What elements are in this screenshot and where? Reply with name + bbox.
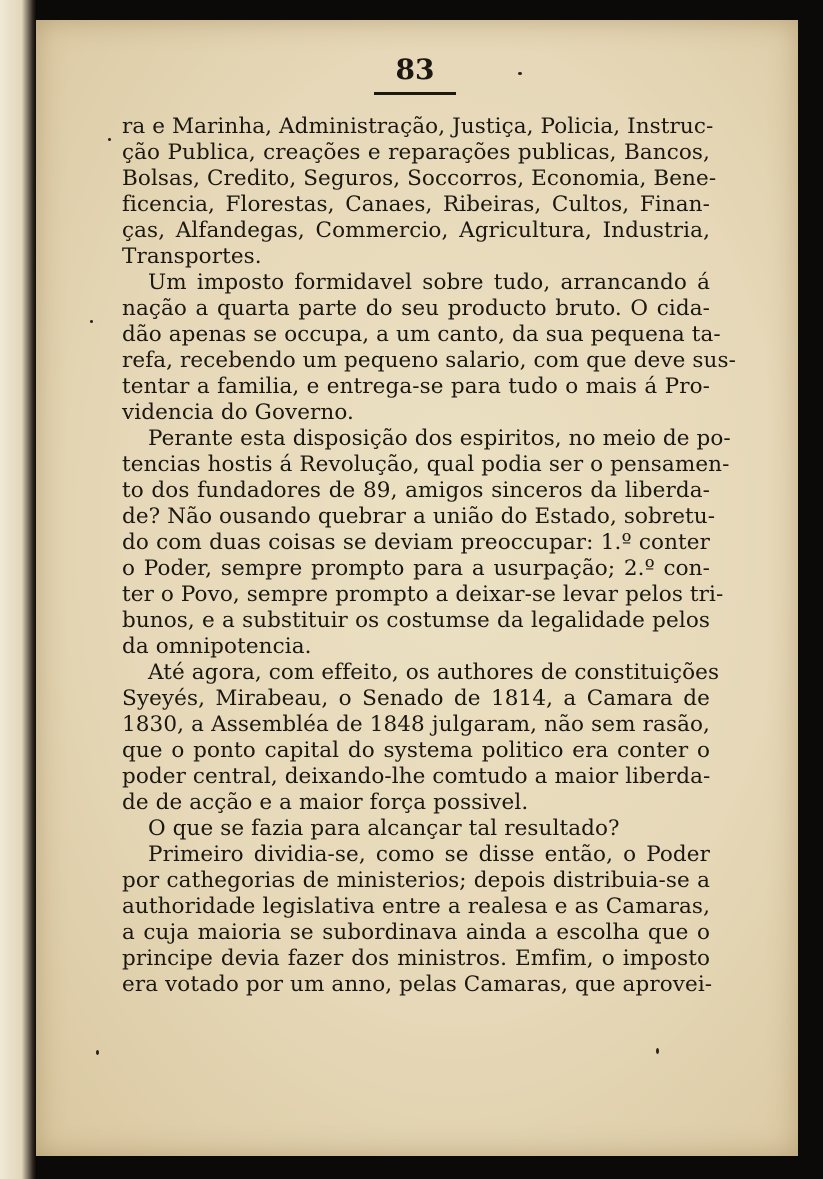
text-line-paragraph-end: da omnipotencia. bbox=[122, 634, 312, 659]
text-line-paragraph-start: Um imposto formidavel sobre tudo, arrancando á bbox=[148, 270, 710, 295]
book-spine-edge bbox=[0, 0, 36, 1179]
text-line: do com duas coisas se deviam preoccupar: 1.º conter bbox=[122, 530, 710, 555]
text-line-paragraph-start: Primeiro dividia-se, como se disse então, o Poder bbox=[148, 842, 710, 867]
text-line: ças, Alfandegas, Commercio, Agricultura, Industria, bbox=[122, 218, 710, 243]
text-line: o Poder, sempre prompto para a usurpação; 2.º con- bbox=[122, 556, 710, 581]
text-line: principe devia fazer dos ministros. Emfim, o imposto bbox=[122, 946, 710, 971]
text-line: Syeyés, Mirabeau, o Senado de 1814, a Camara de bbox=[122, 686, 710, 711]
paper-speck bbox=[108, 138, 111, 141]
text-line: que o ponto capital do systema politico era conter o bbox=[122, 738, 710, 763]
text-line: era votado por um anno, pelas Camaras, que aprovei- bbox=[122, 972, 713, 997]
text-line: ra e Marinha, Administração, Justiça, Policia, Instruc- bbox=[122, 114, 714, 139]
paper-speck bbox=[656, 1048, 659, 1054]
page-number: 83 bbox=[395, 53, 435, 86]
text-line: bunos, e a substituir os costumse da legalidade pelos bbox=[122, 608, 710, 633]
paper-speck bbox=[90, 320, 93, 323]
text-line: authoridade legislativa entre a realesa e as Camaras, bbox=[122, 894, 710, 919]
text-line-paragraph-end: videncia do Governo. bbox=[122, 400, 354, 425]
text-line: poder central, deixando-lhe comtudo a maior liberda- bbox=[122, 764, 711, 789]
text-line-paragraph-start: Perante esta disposição dos espiritos, no meio de po- bbox=[148, 426, 731, 451]
text-line: ter o Povo, sempre prompto a deixar-se levar pelos tri- bbox=[122, 582, 724, 607]
page-number-rule bbox=[374, 92, 456, 95]
text-line: Bolsas, Credito, Seguros, Soccorros, Economia, Bene- bbox=[122, 166, 717, 191]
paper-speck bbox=[96, 1050, 99, 1055]
text-line-paragraph-start: Até agora, com effeito, os authores de constituições bbox=[148, 660, 720, 685]
text-line: tentar a familia, e entrega-se para tudo o mais á Pro- bbox=[122, 374, 710, 399]
text-line-paragraph-end: de de acção e a maior força possivel. bbox=[122, 790, 529, 815]
text-line: tencias hostis á Revolução, qual podia ser o pensamen- bbox=[122, 452, 730, 477]
text-line: to dos fundadores de 89, amigos sinceros da liberda- bbox=[122, 478, 710, 503]
text-line: 1830, a Assembléa de 1848 julgaram, não sem rasão, bbox=[122, 712, 710, 737]
text-line-paragraph-end: Transportes. bbox=[122, 244, 262, 269]
text-line: ção Publica, creações e reparações publicas, Bancos, bbox=[122, 140, 710, 165]
text-line: ficencia, Florestas, Canaes, Ribeiras, Cultos, Finan- bbox=[122, 192, 710, 217]
text-line-paragraph: O que se fazia para alcançar tal resultado? bbox=[148, 816, 620, 841]
text-line: nação a quarta parte do seu producto bruto. O cida- bbox=[122, 296, 710, 321]
paper-speck bbox=[518, 72, 522, 75]
text-line: a cuja maioria se subordinava ainda a escolha que o bbox=[122, 920, 710, 945]
text-line: de? Não ousando quebrar a união do Estado, sobretu- bbox=[122, 504, 716, 529]
text-line: refa, recebendo um pequeno salario, com que deve sus- bbox=[122, 348, 736, 373]
text-line: por cathegorias de ministerios; depois distribuia-se a bbox=[122, 868, 710, 893]
text-line: dão apenas se occupa, a um canto, da sua pequena ta- bbox=[122, 322, 721, 347]
